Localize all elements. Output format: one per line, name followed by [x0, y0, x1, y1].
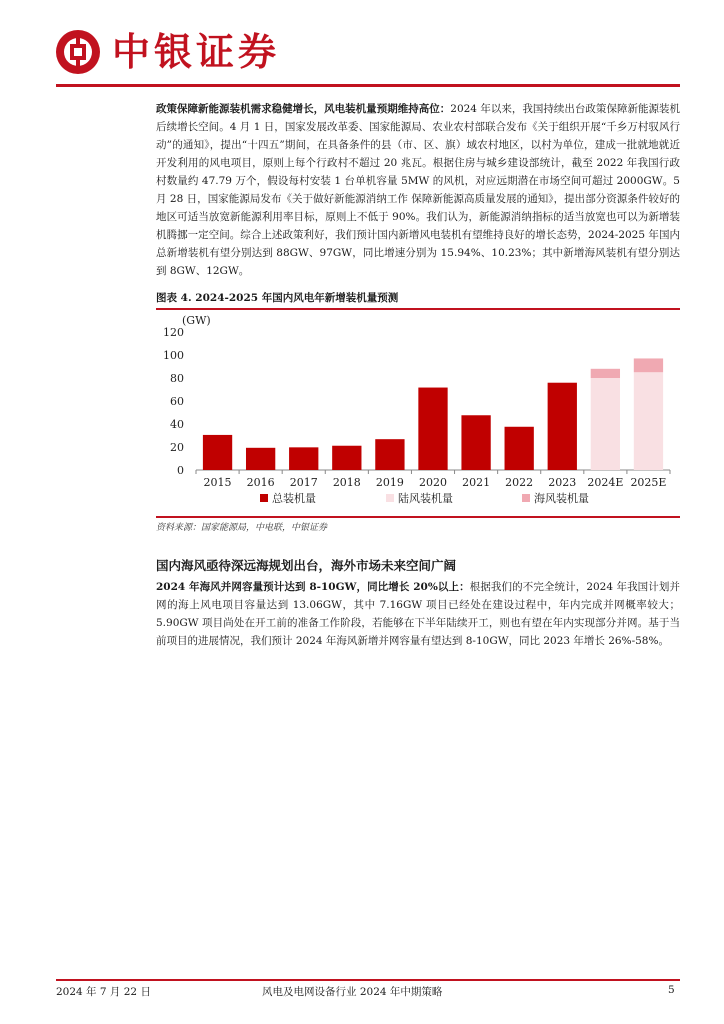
- x-tick-label: 2019: [375, 476, 404, 489]
- footer-date: 2024 年 7 月 22 日: [56, 986, 151, 998]
- figure-title: 图表 4. 2024-2025 年国内风电年新增装机量预测: [156, 292, 399, 304]
- bank-logo-icon: [56, 30, 100, 74]
- page-number: 5: [668, 984, 675, 996]
- bar-onshore: [591, 378, 620, 470]
- section-title: 国内海风亟待深远海规划出台，海外市场未来空间广阔: [156, 558, 457, 573]
- bar-total: [332, 446, 361, 470]
- bar-total: [461, 415, 490, 470]
- brand-name: 中银证券: [112, 30, 281, 74]
- figure-bottom-rule: [156, 516, 680, 518]
- bar-onshore: [634, 372, 663, 470]
- x-tick-label: 2015: [203, 476, 232, 489]
- y-tick-label: 20: [170, 441, 184, 454]
- figure-top-rule: [156, 308, 680, 310]
- section-lead: 2024 年海风并网容量预计达到 8-10GW，同比增长 20%以上：: [156, 581, 470, 593]
- bar-total: [203, 435, 232, 470]
- bar-total: [246, 448, 275, 470]
- bar-offshore: [634, 358, 663, 372]
- legend-swatch: [260, 494, 268, 502]
- bar-total: [289, 447, 318, 470]
- legend-label: 海风装机量: [534, 492, 589, 505]
- bar-total: [418, 388, 447, 470]
- y-unit-label: (GW): [182, 314, 211, 327]
- bar-offshore: [591, 369, 620, 378]
- x-tick-label: 2020: [419, 476, 447, 489]
- y-tick-label: 60: [170, 395, 184, 408]
- legend-swatch: [522, 494, 530, 502]
- intro-body: 2024 年以来，我国持续出台政策保障新能源装机后续增长空间。4 月 1 日，国家发展改革委、国家能源局、农业农村部联合发布《关于组织开展“千乡万村驭风行动”的通知》，提出“十四五”期间，在具备条件的县（市、区、旗）域农村地区，以村为单位，建成一批就地就近开发利用的风电项目，原则上每个行政村不超过 20 兆瓦。根据住房与城乡建设部统计，截至 2022 年我国行政村数量约 47.79 万个，假设每村安装 1 台单机容量 5MW 的风机，对应远期潜在市场空间可超过 2000GW。5 月 28 日，国家能源局发布《关于做好新能源消纳工作 保障新能源高质量发展的通知》，提出部分资源条件较好的地区可适当放宽新能源利用率目标，原则上不低于 90%。我们认为，新能源消纳指标的适当放宽也可以为新增装机腾挪一定空间。综合上述政策利好，我们预计国内新增风电装机有望维持良好的增长态势，2024-2025 年国内总新增装机有望分别达到 88GW、97GW，同比增速分别为 15.94%、10.23%；其中新增海风装机有望分别达到 8GW、12GW。: [156, 103, 681, 277]
- section-paragraph: [156, 578, 680, 650]
- intro-paragraph: [156, 100, 680, 280]
- x-tick-label: 2021: [462, 476, 491, 489]
- x-tick-label: 2017: [289, 476, 318, 489]
- x-tick-label: 2022: [505, 476, 534, 489]
- x-tick-label: 2025E: [630, 476, 667, 489]
- x-tick-label: 2018: [332, 476, 361, 489]
- x-tick-label: 2023: [548, 476, 577, 489]
- legend-label: 总装机量: [272, 492, 316, 505]
- y-tick-label: 80: [170, 372, 184, 385]
- y-tick-label: 100: [163, 349, 184, 362]
- header-rule: [56, 84, 680, 87]
- footer-rule: [56, 979, 680, 981]
- x-tick-label: 2024E: [587, 476, 624, 489]
- footer-title: 风电及电网设备行业 2024 年中期策略: [262, 986, 443, 998]
- figure-source: 资料来源：国家能源局，中电联，中银证券: [156, 523, 328, 533]
- bar-total: [548, 383, 577, 470]
- x-tick-label: 2016: [246, 476, 275, 489]
- intro-lead: 政策保障新能源装机需求稳健增长，风电装机量预期维持高位：: [156, 103, 451, 115]
- y-tick-label: 40: [170, 418, 184, 431]
- section-body: 根据我们的不完全统计，2024 年我国计划并网的海上风电项目容量达到 13.06GW，其中 7.16GW 项目已经处在建设过程中，年内完成并网概率较大；5.90GW 项目尚处在开工前的准备工作阶段，若能够在下半年陆续开工，则也有望在年内实现部分并网。基于当前项目的进展情况，我们预计 2024 年海风新增并网容量有望达到 8-10GW，同比 2023 年增长 26%-58%。: [156, 581, 680, 647]
- bar-total: [375, 439, 404, 470]
- y-tick-label: 0: [177, 464, 184, 477]
- bar-total: [505, 427, 534, 470]
- legend-swatch: [386, 494, 394, 502]
- legend-label: 陆风装机量: [398, 492, 453, 505]
- y-tick-label: 120: [163, 326, 184, 339]
- wind-installation-chart: [156, 312, 680, 516]
